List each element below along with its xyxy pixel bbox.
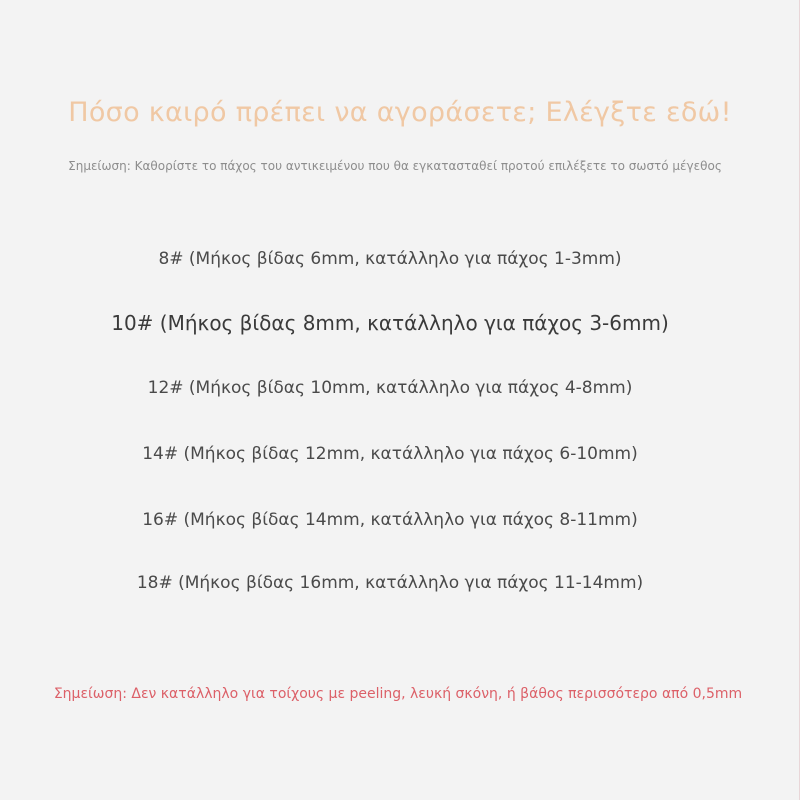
size-option-10: 10# (Μήκος βίδας 8mm, κατάλληλο για πάχος 3-6mm) [111,311,669,335]
size-option-12: 12# (Μήκος βίδας 10mm, κατάλληλο για πάχος 4-8mm) [147,378,633,398]
thickness-note: Σημείωση: Καθορίστε το πάχος του αντικειμένου που θα εγκατασταθεί προτού επιλέξετε το σωστό μέγεθος [68,159,722,173]
size-option-18: 18# (Μήκος βίδας 16mm, κατάλληλο για πάχος 11-14mm) [136,573,644,593]
size-option-8: 8# (Μήκος βίδας 6mm, κατάλληλο για πάχος 1-3mm) [158,249,622,269]
size-option-16: 16# (Μήκος βίδας 14mm, κατάλληλο για πάχος 8-11mm) [142,510,638,530]
page-title: Πόσο καιρό πρέπει να αγοράσετε; Ελέγξτε εδώ! [68,97,732,128]
wall-warning: Σημείωση: Δεν κατάλληλο για τοίχους με peeling, λευκή σκόνη, ή βάθος περισσότερο από 0,5mm [53,686,743,702]
size-option-14: 14# (Μήκος βίδας 12mm, κατάλληλο για πάχος 6-10mm) [142,444,638,464]
